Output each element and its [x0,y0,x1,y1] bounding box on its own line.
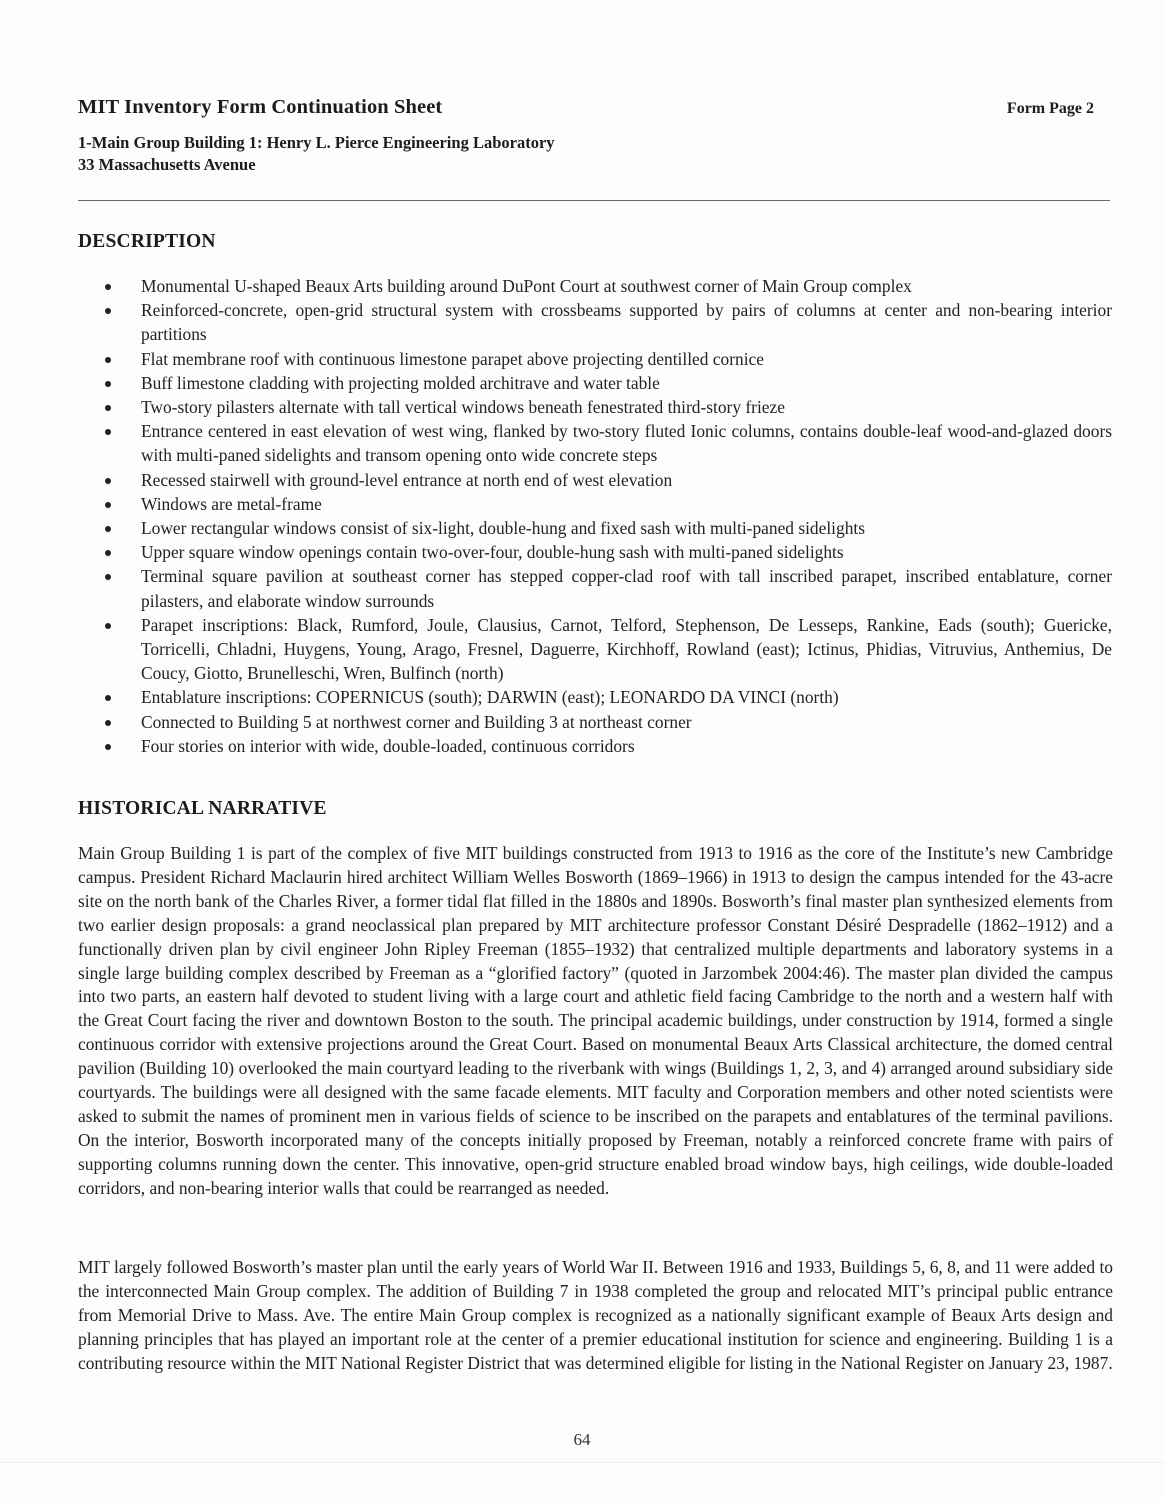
bullet-icon [105,284,111,290]
description-item: Lower rectangular windows consist of six-light, double-hung and fixed sash with multi-paned sidelights [104,516,1112,540]
bullet-icon [105,720,111,726]
bullet-icon [105,308,111,314]
description-item: Buff limestone cladding with projecting molded architrave and water table [104,371,1112,395]
building-name: 1-Main Group Building 1: Henry L. Pierce Engineering Laboratory [78,133,555,152]
bullet-icon [105,526,111,532]
description-item: Flat membrane roof with continuous limestone parapet above projecting dentilled cornice [104,347,1112,371]
description-item: Entrance centered in east elevation of west wing, flanked by two-story fluted Ionic columns, contains double-leaf wood-and-glazed doors with multi-paned sidelights and transom opening onto wide concrete steps [104,419,1112,467]
bullet-icon [105,744,111,750]
bullet-icon [105,502,111,508]
description-item: Two-story pilasters alternate with tall vertical windows beneath fenestrated third-story frieze [104,395,1112,419]
bullet-icon [105,478,111,484]
bullet-icon [105,550,111,556]
description-list [104,274,1112,758]
narrative-paragraph: Main Group Building 1 is part of the complex of five MIT buildings constructed from 1913 to 1916 as the core of the Institute’s new Cambridge campus. President Richard Maclaurin hired architect William Welles Bosworth (1869–1966) in 1913 to design the campus intended for the 43-acre site on the north bank of the Charles River, a former tidal flat filled in the 1880s and 1890s. Bosworth’s final master plan synthesized elements from two earlier design proposals: a grand neoclassical plan prepared by MIT architecture professor Constant Désiré Despradelle (1862–1912) and a functionally driven plan by civil engineer John Ripley Freeman (1855–1932) that centralized multiple departments and laboratory systems in a single large building complex described by Freeman as a “glorified factory” (quoted in Jarzombek 2004:46). The master plan divided the campus into two parts, an eastern half devoted to student living with a large court and athletic field facing Cambridge to the north and a western half with the Great Court facing the river and downtown Boston to the south. The principal academic buildings, under construction by 1914, formed a single continuous corridor with extensive projections around the Great Court. Based on monumental Beaux Arts Classical architecture, the domed central pavilion (Building 10) overlooked the main courtyard leading to the riverbank with wings (Buildings 1, 2, 3, and 4) arranged around subsidiary side courtyards. The buildings were all designed with the same facade elements. MIT faculty and Corporation members and other noted scientists were asked to submit the names of prominent men in various fields of science to be inscribed on the parapets and entablatures of the terminal pavilions. On the interior, Bosworth incorporated many of the concepts initially proposed by Freeman, notably a reinforced concrete frame with pairs of supporting columns running down the center. This innovative, open-grid structure enabled broad window bays, high ceilings, wide double-loaded corridors, and non-bearing interior walls that could be rearranged as needed. [78,843,1113,1198]
description-item: Monumental U-shaped Beaux Arts building around DuPont Court at southwest corner of Main Group complex [104,274,1112,298]
form-title: MIT Inventory Form Continuation Sheet [78,96,443,118]
historical-narrative-heading: HISTORICAL NARRATIVE [78,798,327,819]
description-item: Recessed stairwell with ground-level entrance at north end of west elevation [104,468,1112,492]
bullet-icon [105,695,111,701]
form-page-label: Form Page 2 [1006,100,1094,117]
description-heading: DESCRIPTION [78,231,216,252]
scan-edge-line [0,1462,1164,1463]
bullet-icon [105,381,111,387]
description-item: Terminal square pavilion at southeast corner has stepped copper-clad roof with tall inscribed parapet, inscribed entablature, corner pilasters, and elaborate window surrounds [104,564,1112,612]
narrative-paragraph: MIT largely followed Bosworth’s master plan until the early years of World War II. Between 1916 and 1933, Buildings 5, 6, 8, and 11 were added to the interconnected Main Group complex. The addition of Building 7 in 1938 completed the group and relocated MIT’s principal public entrance from Memorial Drive to Mass. Ave. The entire Main Group complex is recognized as a nationally significant example of Beaux Arts design and planning principles that has played an important role at the center of a premier educational institution for science and engineering. Building 1 is a contributing resource within the MIT National Register District that was determined eligible for listing in the National Register on January 23, 1987. [78,1257,1113,1373]
description-item: Reinforced-concrete, open-grid structural system with crossbeams supported by pairs of columns at center and non-bearing interior partitions [104,298,1112,346]
bullet-icon [105,357,111,363]
description-item: Upper square window openings contain two-over-four, double-hung sash with multi-paned sidelights [104,540,1112,564]
bullet-icon [105,429,111,435]
description-item: Entablature inscriptions: COPERNICUS (south); DARWIN (east); LEONARDO DA VINCI (north) [104,685,1112,709]
bullet-icon [105,574,111,580]
header-divider [78,200,1110,201]
page-number: 64 [573,1430,591,1449]
bullet-icon [105,623,111,629]
building-address: 33 Massachusetts Avenue [78,155,256,174]
description-item: Parapet inscriptions: Black, Rumford, Joule, Clausius, Carnot, Telford, Stephenson, De Lesseps, Rankine, Eads (south); Guericke, Torricelli, Chladni, Huygens, Young, Arago, Fresnel, Daguerre, Kirchhoff, Rowland (east); Ictinus, Phidias, Vitruvius, Anthemius, De Coucy, Giotto, Brunelleschi, Wren, Bulfinch (north) [104,613,1112,686]
bullet-icon [105,405,111,411]
description-item: Connected to Building 5 at northwest corner and Building 3 at northeast corner [104,710,1112,734]
building-header [78,132,555,176]
description-item: Windows are metal-frame [104,492,1112,516]
description-item: Four stories on interior with wide, double-loaded, continuous corridors [104,734,1112,758]
